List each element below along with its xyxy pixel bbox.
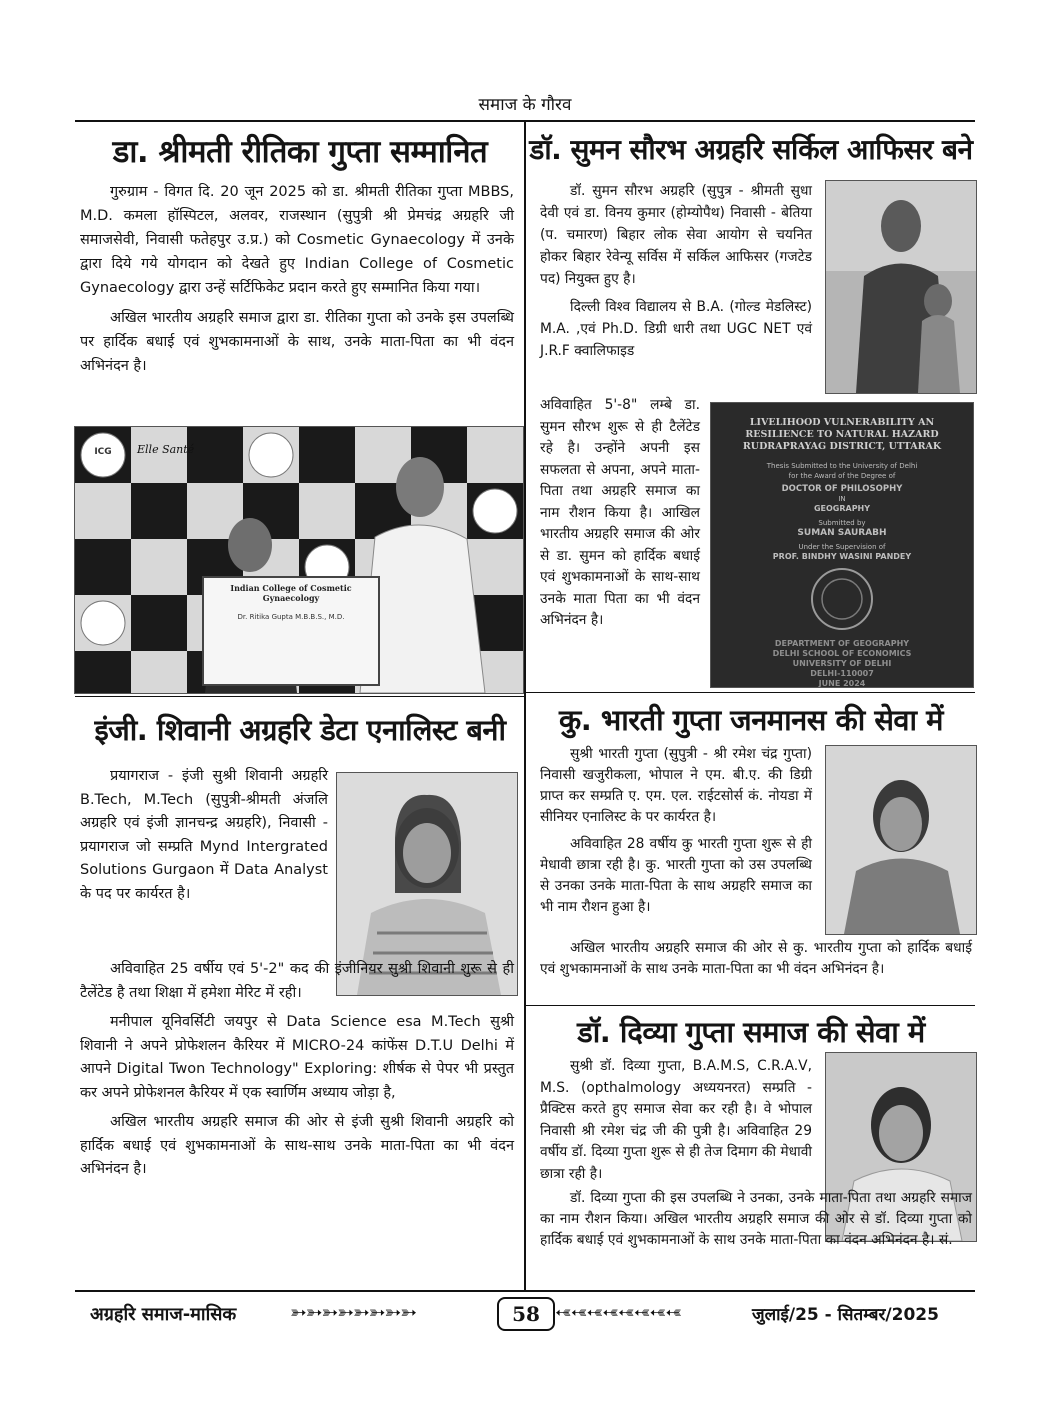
article-divya-headline: डॉ. दिव्या गुप्ता समाज की सेवा में (577, 1015, 925, 1049)
section-rule-right-2 (525, 1005, 975, 1006)
article-suman-intro (540, 180, 812, 368)
article-shivani-para-4: अखिल भारतीय अग्रहरि समाज की ओर से इंजी सुश्री शिवानी अग्रहरि को हार्दिक बधाई एवं शुभकामनाओं के साथ-साथ उनके माता-पिता का भी वंदन अभिनंदन है। (80, 1114, 514, 1177)
article-bharti-intro (540, 744, 812, 924)
ritika-award-photo (74, 426, 524, 694)
article-divya-para-1: सुश्री डॉ. दिव्या गुप्ता, B.A.M.S, C.R.A.V, M.S. (opthalmology अध्ययनरत) सम्प्रति - प्रैक्टिस करते हुए समाज सेवा कर रही है। वे भोपाल निवासी श्री रमेश चंद्र जी की पुत्री है। अविवाहित 29 वर्षीय डॉ. दिव्या गुप्ता शुरू से ही तेज दिमाग की मेधावी छात्रा रही है। (540, 1058, 812, 1182)
page-number: 58 (512, 1302, 540, 1326)
footer-arrows-left-icon: ➳➳➳➳➳➳➳➳ (290, 1300, 417, 1324)
thesis-line: GEOGRAPHY (813, 504, 871, 513)
article-divya-para-2: डॉ. दिव्या गुप्ता की इस उपलब्धि ने उनका, उनके माता-पिता तथा अग्रहरि समाज का नाम रौशन किया। अखिल भारतीय अग्रहरि समाज की ओर से डॉ. दिव्या गुप्ता को हार्दिक बधाई एवं शुभकामनाओं के साथ उनके माता-पिता का वंदन अभिनंदन है। सं. (540, 1190, 972, 1248)
thesis-line: PROF. BINDHY WASINI PANDEY (772, 552, 912, 561)
footer-arrows-right-icon: ➳➳➳➳➳➳➳➳ (556, 1300, 683, 1324)
certificate-title: Indian College of Cosmetic Gynaecology (230, 583, 352, 603)
phd-thesis-cover-photo (710, 402, 974, 688)
running-head: समाज के गौरव (478, 95, 572, 115)
article-suman-para-3: अविवाहित 5'-8" लम्बे डा. सुमन सौरभ शुरू से ही टैलेंटेड रहे है। उन्होंने अपनी इस सफलता से अपना, अपने माता-पिता तथा अग्रहरि समाज का नाम रौशन किया है। आखिल भारतीय अग्रहरि समाज की ओर से डा. सुमन को हार्दिक बधाई एवं शुभकामनाओं के साथ-साथ उनके माता पिता का भी वंदन अभिनंदन है। (540, 397, 700, 628)
article-suman-para-1: डॉ. सुमन सौरभ अग्रहरि (सुपुत्र - श्रीमती सुधा देवी एवं डा. विनय कुमार (होम्योपैथ) निवासी - बेतिया (प. चमारण) बिहार लोक सेवा आयोग से चयनित होकर बिहार रेवेन्यू सर्विस में सर्किल आफिसर (गजटेड पद) नियुक्त हुए है। (540, 183, 812, 287)
page-number-box (497, 1297, 555, 1331)
thesis-line: LIVELIHOOD VULNERABILITY AN (749, 417, 935, 428)
certificate-name: Dr. Ritika Gupta M.B.B.S., M.D. (237, 613, 345, 621)
thesis-line: DELHI-110007 (810, 669, 874, 678)
thesis-line: IN (838, 495, 846, 503)
article-shivani-intro (80, 765, 328, 912)
icg-logo-text: ICG (94, 447, 112, 457)
thesis-line: UNIVERSITY OF DELHI (792, 659, 892, 668)
article-shivani-headline: इंजी. शिवानी अग्रहरि डेटा एनालिस्ट बनी (94, 713, 506, 747)
article-bharti-body (540, 938, 972, 986)
thesis-line: DOCTOR OF PHILOSOPHY (781, 484, 903, 494)
article-ritika-headline: डा. श्रीमती रीतिका गुप्ता सम्मानित (112, 134, 488, 170)
article-bharti-headline: कु. भारती गुप्ता जनमानस की सेवा में (559, 703, 943, 737)
thesis-line: JUNE 2024 (818, 679, 866, 688)
thesis-line: Thesis Submitted to the University of Delhi (766, 462, 918, 470)
article-ritika-para-2: अखिल भारतीय अग्रहरि समाज द्वारा डा. रीतिका गुप्ता को उनके इस उपलब्धि पर हार्दिक बधाई एवं शुभकामनाओं के साथ, उनके माता-पिता का भी वंदन अभिनंदन है। (80, 310, 514, 374)
backdrop-brand-text: Elle Santé (137, 443, 195, 456)
thesis-department (711, 639, 973, 688)
article-shivani-para-3: मनीपाल यूनिवर्सिटी जयपुर से Data Science esa M.Tech सुश्री शिवानी ने अपने प्रोफेशलन कैरियर में MICRO-24 कांफेंस D.T.U Delhi में आपने Digital Twon Technology" Exploring: शीर्षक से पेपर भी प्रस्तुत कर अपने प्रोफेशनल कैरियर में एक स्वार्णिम अध्याय जोड़ा है, (80, 1014, 514, 1101)
column-divider (524, 120, 526, 1290)
article-shivani-para-2: अविवाहित 25 वर्षीय एवं 5'-2" कद की इंजीनियर सुश्री शिवानी शुरू से ही टैलेंटेड है तथा शिक्षा में हमेशा मेरिट में रही। (80, 961, 514, 1001)
article-shivani-para-1: प्रयागराज - इंजी सुश्री शिवानी अग्रहरि B.Tech, M.Tech (सुपुत्री-श्रीमती अंजलि अग्रहरि एवं इंजी ज्ञानचन्द्र अग्रहरि), निवासी - प्रयागराज जो सम्प्रति Mynd Intergrated Solutions Gurgaon में Data Analyst के पद पर कार्यरत है। (80, 768, 328, 902)
section-rule-right-1 (525, 692, 975, 693)
article-bharti-para-3: अखिल भारतीय अग्रहरि समाज की ओर से कु. भारतीय गुप्ता को हार्दिक बधाई एवं शुभकामनाओं के साथ उनके माता-पिता का भी वंदन अभिनंदन है। (540, 940, 972, 977)
article-ritika-body (80, 180, 514, 384)
article-suman-para-2: दिल्ली विश्व विद्यालय से B.A. (गोल्ड मेडलिस्ट) M.A. ,एवं Ph.D. डिग्री धारी तथा UGC NET एवं J.R.F क्वालिफाइड (540, 299, 812, 359)
suman-family-photo (825, 180, 977, 394)
article-suman-body (540, 395, 700, 638)
thesis-line: DEPARTMENT OF GEOGRAPHY (774, 639, 910, 648)
article-shivani-body (80, 958, 514, 1188)
thesis-line: RUDRAPRAYAG DISTRICT, UTTARAK (742, 441, 942, 452)
footer-magazine-name: अग्रहरि समाज-मासिक (90, 1304, 237, 1325)
article-divya-body (540, 1188, 972, 1257)
thesis-line: Submitted by (818, 519, 866, 527)
article-ritika-para-1: गुरुग्राम - विगत दि. 20 जून 2025 को डा. श्रीमती रीतिका गुप्ता MBBS, M.D. कमला हॉस्पिटल, अलवर, राजस्थान (सुपुत्री श्री प्रेमचंद्र अग्रहरि जी समाजसेवी, निवासी फतेहपुर उ.प्र.) को Cosmetic Gynaecology में उनके द्वारा दिये गये योगदान को देखते हुए Indian College of Cosmetic Gynaecology द्वारा उन्हें सर्टिफिकेट प्रदान करते हुए सम्मानित किया गया। (80, 184, 514, 296)
thesis-line: DELHI SCHOOL OF ECONOMICS (772, 649, 912, 658)
thesis-line: Under the Supervision of (798, 543, 886, 551)
thesis-line: for the Award of the Degree of (788, 472, 896, 480)
section-rule-left (75, 696, 525, 697)
article-bharti-para-2: अविवाहित 28 वर्षीय कु भारती गुप्ता शुरू से ही मेधावी छात्रा रही है। कु. भारती गुप्ता को उस उपलब्धि से उनका उनके माता-पिता के साथ अग्रहरि समाज का भी नाम रौशन हुआ है। (540, 836, 812, 915)
article-suman-headline: डॉ. सुमन सौरभ अग्रहरि सर्किल आफिसर बने (529, 133, 973, 166)
article-bharti-para-1: सुश्री भारती गुप्ता (सुपुत्री - श्री रमेश चंद्र गुप्ता) निवासी खजुरीकला, भोपाल ने एम. बी.ए. की डिग्री प्राप्त कर सम्प्रति ए. एम. एल. राईटसोर्स कं. नोयडा में सीनियर एनालिस्ट के पर कार्यरत है। (540, 746, 812, 825)
article-divya-intro (540, 1056, 812, 1191)
checkered-backdrop (75, 427, 523, 693)
bottom-rule (75, 1290, 975, 1292)
thesis-line: RESILIENCE TO NATURAL HAZARD (745, 429, 939, 440)
thesis-line: SUMAN SAURABH (797, 528, 887, 538)
footer-issue-date: जुलाई/25 - सितम्बर/2025 (752, 1305, 939, 1325)
bharti-portrait-photo (825, 745, 977, 935)
